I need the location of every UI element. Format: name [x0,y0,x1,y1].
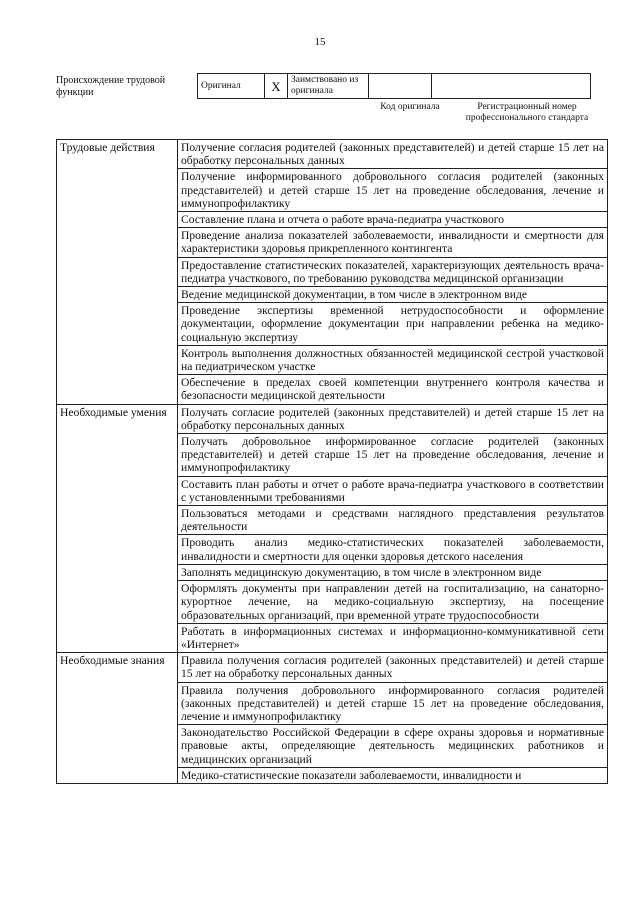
section-title: Необходимые умения [57,404,178,652]
code-cell [369,74,432,99]
origin-label: Происхождение трудовой функции [56,75,166,98]
section-item: Обеспечение в пределах своей компетенции внутреннего контроля качества и безопасности медицинской деятельности [178,375,608,404]
reg-number-cell [432,74,591,99]
section-item: Правила получения добровольного информированного согласия родителей (законных представителей) и детей старше 15 лет на проведение обследования, лечение и иммунопрофилактику [178,682,608,725]
section-item: Проведение анализа показателей заболеваемости, инвалидности и смертности для характеристики здоровья прикрепленного контингента [178,228,608,257]
section-item: Проведение экспертизы временной нетрудоспособности и оформление документации, оформление документации при направлении ребенка на медико-социальную экспертизу [178,303,608,346]
section-item: Составить план работы и отчет о работе врача-педиатра участкового в соответствии с установленными требованиями [178,476,608,505]
section-item: Составление плана и отчета о работе врача-педиатра участкового [178,212,608,228]
page-number: 15 [314,36,326,48]
section-title: Необходимые знания [57,653,178,784]
section-item: Пользоваться методами и средствами наглядного представления результатов деятельности [178,506,608,535]
section-item: Контроль выполнения должностных обязанностей медицинской сестрой участковой на педиатрическом участке [178,345,608,374]
table-row [57,653,608,682]
section-item: Правила получения согласия родителей (законных представителей) и детей старше 15 лет на обработку персональных данных [178,653,608,682]
section-item: Предоставление статистических показателей, характеризующих деятельность врача-педиатра участкового, по требованию руководства медицинской организации [178,257,608,286]
section-item: Получать согласие родителей (законных представителей) и детей старше 15 лет на обработку персональных данных [178,404,608,433]
code-caption: Код оригинала [380,102,440,112]
original-cell: Оригинал [198,74,265,99]
labor-function-table [56,139,608,784]
borrowed-cell: Заимствовано из оригинала [288,74,369,99]
section-item: Проводить анализ медико-статистических показателей заболеваемости, инвалидности и смертности для оценки здоровья детского населения [178,535,608,564]
section-item: Получение информированного добровольного согласия родителей (законных представителей) и детей старше 15 лет на проведение обследования, лечение и иммунопрофилактику [178,169,608,212]
section-item: Заполнять медицинскую документацию, в том числе в электронном виде [178,564,608,580]
section-item: Оформлять документы при направлении детей на госпитализацию, на санаторно-курортное лечение, на медико-социальную экспертизу, на посещение образовательных организаций, при временной утрате трудоспособности [178,581,608,624]
section-item: Получение согласия родителей (законных представителей) и детей старше 15 лет на обработку персональных данных [178,140,608,169]
section-item: Ведение медицинской документации, в том числе в электронном виде [178,287,608,303]
section-item: Получать добровольное информированное согласие родителей (законных представителей) и детей старше 15 лет на проведение обследования, лечение и иммунопрофилактику [178,434,608,477]
table-row [57,140,608,169]
section-item: Медико-статистические показатели заболеваемости, инвалидности и [178,767,608,783]
section-title: Трудовые действия [57,140,178,405]
section-item: Законодательство Российской Федерации в сфере охраны здоровья и нормативные правовые акты, определяющие деятельность медицинских работников и медицинских организаций [178,725,608,768]
original-mark: X [265,74,288,99]
section-item: Работать в информационных системах и информационно-коммуникативной сети «Интернет» [178,623,608,652]
reg-number-caption: Регистрационный номер профессионального стандарта [465,102,589,123]
table-row [57,404,608,433]
origin-table [197,73,591,99]
